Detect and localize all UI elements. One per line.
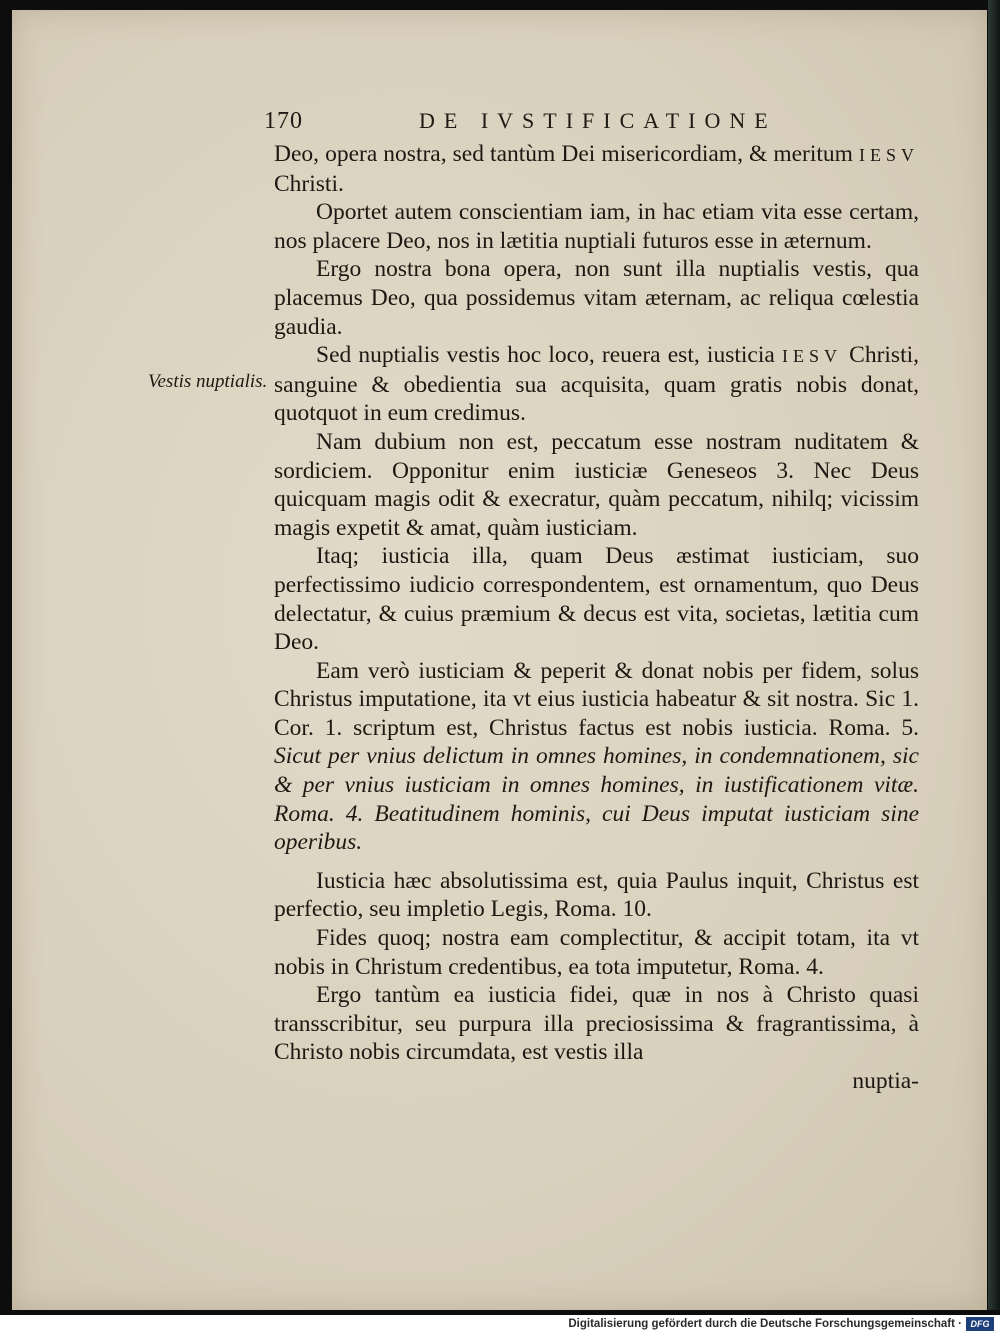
dfg-logo[interactable]: DFG <box>966 1317 994 1331</box>
paragraph-9: Fides quoq; nostra eam complectitur, & accipit totam, ita vt nobis in Christum credentibus, ea tota imputetur, Roma. 4. <box>274 925 919 980</box>
running-head: DE IVSTIFICATIONE <box>419 108 777 133</box>
paragraph-6: Itaq; iusticia illa, quam Deus æstimat iusticiam, suo perfectissimo iudicio correspondentem, est ornamentum, quo Deus delectatur, & cuius præmium & decus est vita, societas, lætitia cum Deo. <box>274 543 919 656</box>
paragraph-5: Nam dubium non est, peccatum esse nostram nuditatem & sordiciem. Opponitur enim iusticiæ Geneseos 3. Nec Deus quicquam magis odit & execratur, quàm peccatum, nihilq; vicissim magis expetit & amat, quàm iusticiam. <box>274 428 919 541</box>
paragraph-4: Sed nuptialis vestis hoc loco, reuera est, iusticia IESV Christi, sanguine & obedientia sua acquisita, quam gratis nobis donat, quotquot in eum credimus. <box>274 342 920 427</box>
dfg-credit: Digitalisierung gefördert durch die Deutsche Forschungsgemeinschaft · <box>568 1318 962 1330</box>
paragraph-7: Eam verò iusticiam & peperit & donat nobis per fidem, solus Christus imputatione, ita vt eius iusticia habeatur & sit nostra. Sic 1. Cor. 1. scriptum est, Christus factus est nobis iusticia. Roma. 5. Sicut per vnius delictum in omnes homines, in condemnationem, sic & per vnius iusticiam in omnes homines, in iustificationem vitæ. Roma. 4. Beatitudinem hominis, cui Deus imputat iusticiam sine operibus. <box>274 657 919 856</box>
paragraph-1: Deo, opera nostra, sed tantùm Dei misericordiam, & meritum IESV Christi. <box>274 141 919 197</box>
paragraph-8: Iusticia hæc absolutissima est, quia Paulus inquit, Christus est perfectio, seu impletio Legis, Roma. 10. <box>274 867 919 923</box>
paragraph-3: Ergo nostra bona opera, non sunt illa nuptialis vestis, qua placemus Deo, qua possidemus vitam æternam, ac reliqua cœlestia gaudia. <box>274 256 919 340</box>
catchword: nuptia- <box>852 1068 919 1094</box>
margin-note: Vestis nuptialis. <box>148 371 268 392</box>
book-edge <box>988 0 1000 1310</box>
footer-bar <box>0 1315 1000 1335</box>
body-text <box>274 140 919 1096</box>
scripture-quote: Sicut per vnius delictum in omnes homines, in condemnationem, sic & per vnius iusticiam in omnes homines, in iustificationem vitæ. Roma. 4. Beatitudinem hominis, cui Deus imputat iusticiam sine operibus. <box>274 743 919 856</box>
paragraph-2: Oportet autem conscientiam iam, in hac etiam vita esse certam, nos placere Deo, nos in lætitia nuptiali futuros esse in æternum. <box>274 199 919 254</box>
paragraph-10: Ergo tantùm ea iusticia fidei, quæ in nos à Christo quasi transscribitur, seu purpura illa preciosissima & fragrantissima, à Christo nobis circumdata, est vestis illa <box>274 982 919 1066</box>
book-page <box>12 10 987 1310</box>
page-number: 170 <box>264 108 303 134</box>
